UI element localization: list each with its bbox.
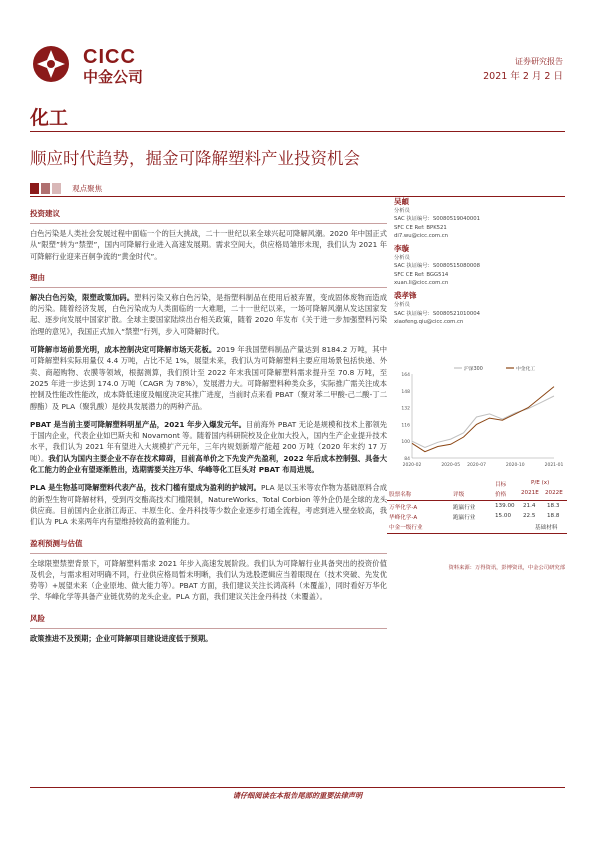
reason-paragraph-3 [30, 419, 387, 475]
header-divider [30, 131, 565, 132]
analyst-email[interactable]: di7.wu@cicc.com.cn [394, 232, 449, 239]
row-rating: 跑赢行业 [453, 515, 476, 521]
row-stock-name[interactable]: 华峰化学-A [389, 515, 418, 521]
analyst-role: 分析员 [394, 255, 410, 262]
y-tick-label: 116 [401, 423, 410, 429]
invest-paragraph: 白色污染是人类社会发展过程中面临一个的巨大挑战，二十一世纪以来全球兴起可降解风潮。2020 年中国正式从“限塑”转为“禁塑”，国内可降解行业进入高速发展期。需求空间大，供应格局雏形未现，我们认为 2021 年可降解行业迎来百舸争流的“黄金时代”。 [30, 229, 387, 261]
row-rating: 跑赢行业 [453, 505, 476, 511]
table-rule [387, 500, 567, 501]
row-pe-2022: 18.8 [547, 513, 560, 519]
table-rule [387, 533, 567, 534]
analyst-role: 分析员 [394, 208, 410, 214]
analyst-sfc: SFC CE Ref: BPK521 [394, 224, 447, 231]
analyst-sac: SAC 执证编号：S0080521010004 [394, 310, 481, 317]
series-line-cicc-chemical [412, 387, 554, 452]
reason-p3-lead: PBAT 是当前主要可降解塑料明星产品，2021 年步入爆发元年。 [30, 419, 247, 429]
x-tick-label: 2020-05 [441, 463, 461, 468]
tag-block-light [52, 183, 61, 194]
header-pe: P/E (x) [531, 480, 550, 486]
tag-label: 观点聚焦 [72, 184, 103, 193]
tag-block-dark [30, 183, 39, 194]
reason-paragraph-1 [30, 292, 387, 337]
table-row [387, 513, 567, 523]
performance-chart [394, 362, 566, 474]
risk-paragraph: 政策推进不及预期；企业可降解项目建设进度低于预期。 [30, 633, 213, 643]
analyst-role: 分析员 [394, 302, 410, 309]
header-rating: 评级 [453, 492, 465, 498]
analyst-card [394, 243, 566, 287]
reason-p4-body: PLA 是以玉米等农作物为基础原料合成的新型生物可降解材料，受到丙交酯高技术门槛限制，NatureWorks、Total Corbion 等外企仍是全球的龙头供应商。目前国内企业浙江海正、丰原生化、金丹科技等少数企业逐步打通全流程，考虑到进入壁垒较高，我们认为 PLA 未来两年内有望维持较高的盈利能力。 [30, 483, 387, 527]
section-rule [30, 287, 387, 288]
analyst-email[interactable]: xuan.li@cicc.com.cn [394, 280, 449, 287]
document-type: 证券研究报告 [515, 57, 563, 66]
forecast-paragraph: 全球限塑禁塑背景下，可降解塑料需求 2021 年步入高速发展阶段。我们认为可降解行业具备突出的投资价值及机会，与需求相对明确不同，行业供应格局暂未明晰，我们认为选股逻辑应当着眼现在（技术突破、先发优势等）+展望未来（企业原地、做大能力等）。PBAT 方面，我们建议关注长鸿高科（未覆盖），同时看好万华化学、华峰化学等具备产业链优势的龙头企业。PLA 方面，我们建议关注金丹科技（未覆盖）。 [30, 558, 387, 602]
cicc-logo [31, 44, 171, 88]
header-price: 价格 [495, 492, 507, 498]
report-tag [30, 178, 103, 193]
row-pe-2022: 18.3 [547, 503, 560, 509]
y-tick-label: 164 [401, 373, 410, 378]
analyst-card [394, 196, 566, 240]
analyst-sfc: SFC CE Ref: BGG514 [394, 271, 449, 278]
reason-p3-conclusion: 我们认为国内主要企业不存在技术障碍，目前高单价之下先发产先盈利，2022 年后成本控制强、具备大化工能力的企业有望逐渐胜出，选期需要关注万华、华峰等化工巨头对 PBAT 布局进展。 [30, 453, 387, 475]
table-header [387, 490, 567, 500]
analyst-email[interactable]: xiaofeng.qiu@cicc.com.cn [394, 318, 464, 325]
analyst-sac: SAC 执证编号：S0080519040001 [394, 216, 481, 223]
row-pe-2021: 21.4 [523, 503, 536, 509]
x-tick-label: 2021-01 [544, 463, 564, 468]
logo-cn-text: 中金公司 [83, 68, 144, 86]
reason-paragraph-4 [30, 482, 387, 527]
report-title: 顺应时代趋势，掘金可降解塑料产业投资机会 [30, 149, 360, 168]
section-heading-invest: 投资建议 [30, 209, 60, 218]
y-tick-label: 84 [404, 457, 410, 462]
analyst-name: 吴頔 [394, 197, 409, 206]
chart-source: 资料来源：万得资讯，彭博资讯，中金公司研究部 [448, 565, 565, 571]
analyst-sac: SAC 执证编号：S0080515080008 [394, 263, 481, 270]
analyst-card [394, 290, 566, 326]
table-footer-row [387, 523, 567, 533]
header-target: 目标 [495, 482, 507, 488]
analyst-name: 李璇 [394, 244, 409, 254]
row-pe-2021: 22.5 [523, 513, 536, 519]
table-row [387, 503, 567, 513]
reason-p2-body: 2019 年我国塑料制品产量达到 8184.2 万吨，其中可降解塑料实际用量仅 4.4 万吨，占比不足 1%，展望未来，我们认为可降解塑料主要应用场景包括快递、外卖、商超购物、农膜等领域，根据测算，我们预计至 2022 年末我国可降解塑料需求提升至 70.8 万吨，至 2025 年进一步达到 174.0 万吨（CAGR 为 78%），发展潜力大。可降解塑料种类众多，实际推广需关注成本控制及性能改性能改，成本降低速度及幅度决定其推广进度，当前时点来看 PBAT（聚对苯二甲酸-己二酸-丁二醇酯）及 PLA（聚乳酸）是较具发展潜力的两种产品。 [30, 345, 388, 411]
x-tick-label: 2020-10 [505, 463, 525, 468]
section-heading-reason: 理由 [30, 272, 45, 282]
cicc-logo-icon [31, 44, 71, 84]
section-rule [30, 223, 387, 224]
report-date: 2021 年 2 月 2 日 [483, 71, 563, 82]
legend-label: 中金化工 [516, 367, 536, 372]
row-stock-name[interactable]: 万华化学-A [389, 505, 418, 511]
reason-p4-lead: PLA 是生物基可降解塑料代表产品，技术门槛有望成为盈利的护城河。 [30, 483, 261, 493]
sector-label: 中金一级行业 [389, 525, 423, 531]
legal-notice: 请仔细阅读在本报告尾部的重要法律声明 [232, 791, 363, 800]
reason-p1-body: 塑料污染又称白色污染，是指塑料制品在使用后被弃置，变成固体废物而造成的污染。随着经济发展，白色污染成为人类面临的一大难题，二十一世纪以来，一场可降解风潮从发达国家发起、逐步向发展中国家扩散。全球主要国家陆续出台相关政策，随着 2020 年发布《关于进一步加强塑料污染治理的意见》，我国正式加入“禁塑”行列，步入可降解时代。 [30, 292, 388, 336]
section-heading-risk: 风险 [30, 613, 45, 623]
row-price: 15.00 [495, 513, 512, 519]
section-rule [30, 553, 387, 554]
header-stock-name: 股票名称 [389, 492, 412, 498]
reason-p2-lead: 可降解市场前景光明，成本控制决定可降解市场天花板。 [30, 345, 217, 355]
main-body [30, 203, 387, 644]
footer-divider [30, 787, 565, 788]
sector-value: 基础材料 [535, 525, 558, 531]
header-2022e: 2022E [545, 490, 563, 496]
sector-title: 化工 [30, 107, 69, 129]
report-header [0, 0, 595, 95]
stock-table [387, 480, 567, 534]
analyst-panel [394, 196, 566, 329]
x-tick-label: 2020-07 [467, 463, 486, 468]
row-price: 139.00 [495, 503, 515, 509]
logo-en-text: CICC [83, 46, 136, 68]
analyst-name: 裘孝锋 [394, 291, 417, 301]
x-tick-label: 2020-02 [402, 463, 422, 468]
reason-p3-body: 目前海外 PBAT 无论是规模和技术上都领先于国内企业，代表企业如巴斯夫和 Novamont 等。随着国内科研院校及企业加大投入，国内生产企业提升技术水平，我们认为 2021 年有望进入大规模扩产元年，三年内规划新增产能超 200 万吨（2020 年末约 17 万吨）。 [30, 419, 387, 463]
y-tick-label: 100 [401, 440, 410, 446]
reason-p1-lead: 解决白色污染，限塑政策加码。 [30, 292, 135, 302]
performance-chart-svg [394, 362, 566, 474]
section-rule [30, 628, 387, 629]
reason-paragraph-2 [30, 344, 387, 412]
tag-block-mid [41, 183, 50, 194]
section-heading-forecast: 盈利预测与估值 [30, 538, 83, 548]
legend-label: 沪深300 [464, 367, 483, 372]
y-tick-label: 132 [401, 406, 410, 412]
y-tick-label: 148 [401, 389, 410, 395]
table-header-top [387, 480, 567, 490]
header-2021e: 2021E [521, 490, 539, 496]
